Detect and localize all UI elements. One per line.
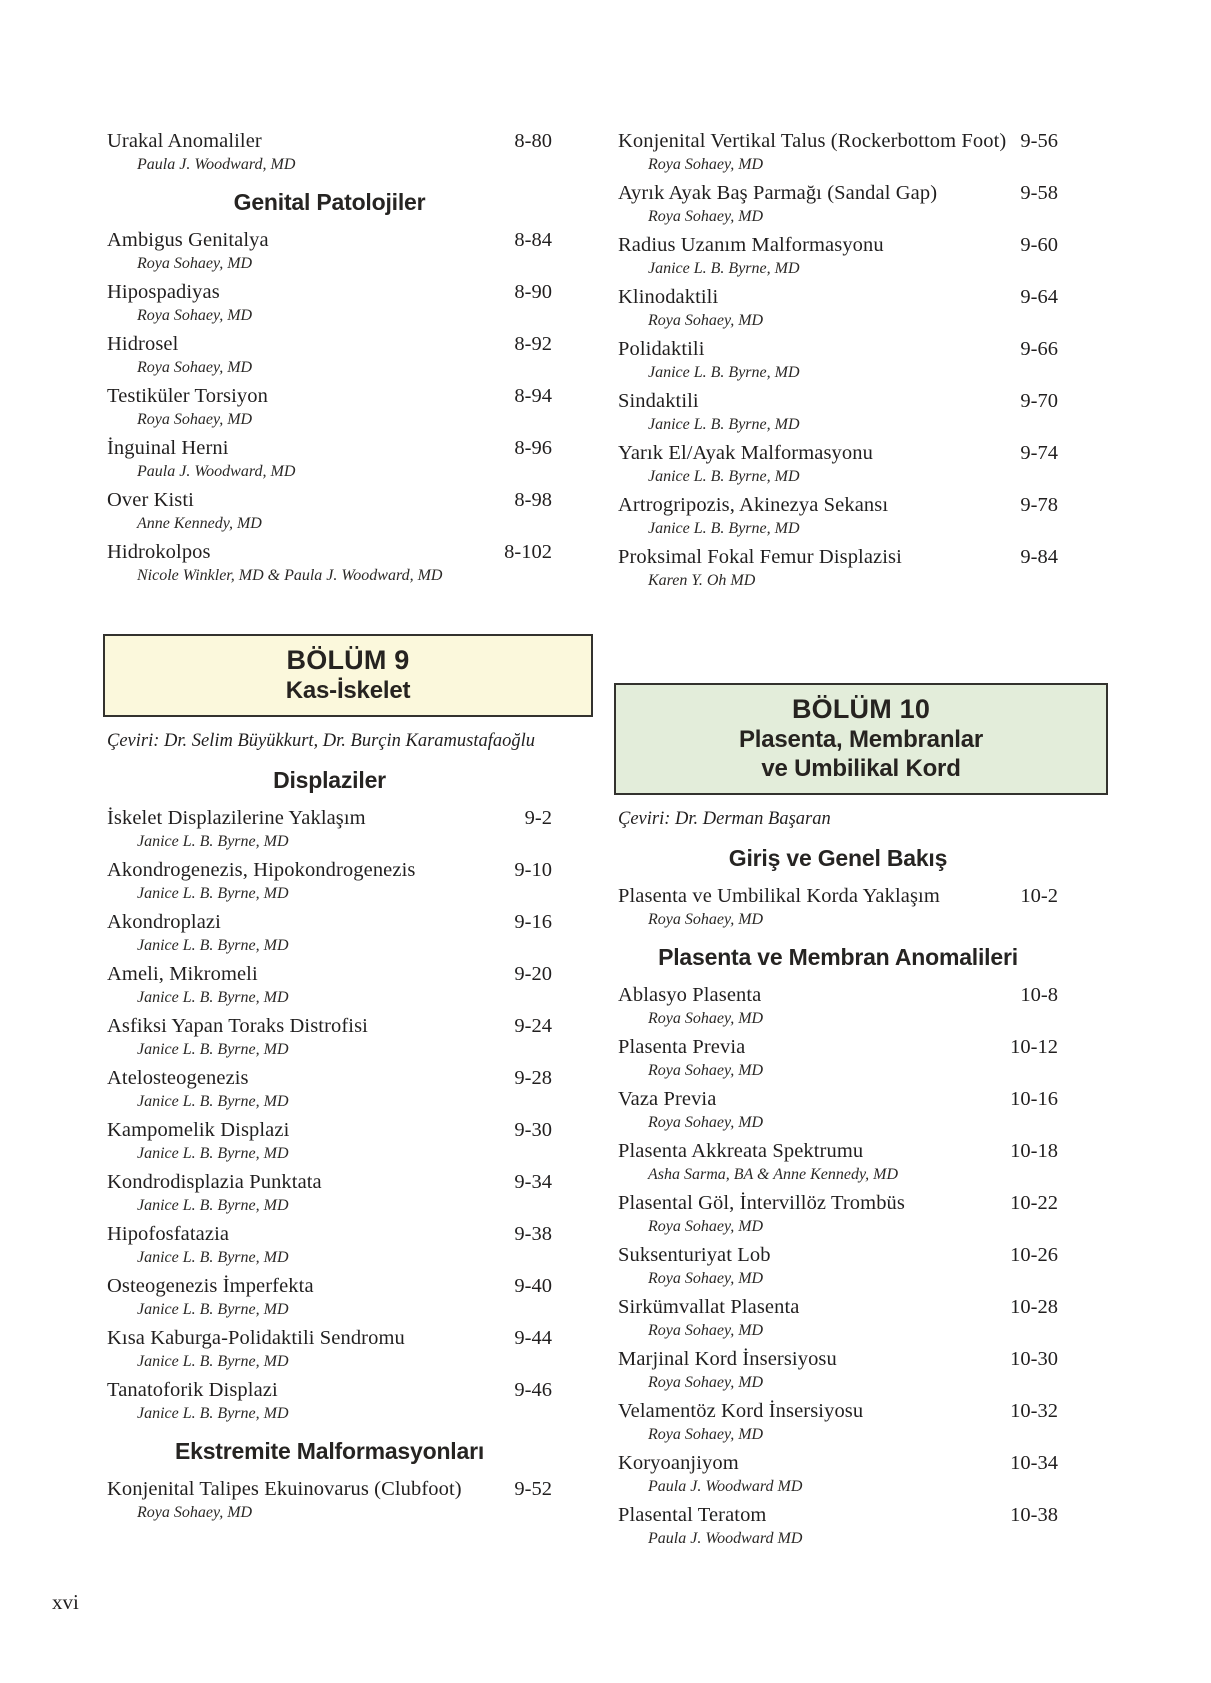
- toc-entry-title: Marjinal Kord İnsersiyosu: [618, 1348, 837, 1370]
- toc-entry-page-number: 9-64: [1020, 286, 1058, 308]
- toc-entry: [107, 539, 552, 586]
- toc-entry: [618, 1294, 1058, 1341]
- toc-entry-page-number: 9-24: [514, 1015, 552, 1037]
- toc-entry-title: Plasental Teratom: [618, 1504, 767, 1526]
- toc-entry: [107, 383, 552, 430]
- toc-entry-authors: Janice L. B. Byrne, MD: [137, 885, 289, 902]
- toc-entry-authors: Roya Sohaey, MD: [137, 255, 253, 272]
- toc-entry-page-number: 10-30: [1010, 1348, 1058, 1370]
- toc-entry: [618, 544, 1058, 591]
- chapter-box-title: BÖLÜM 10: [791, 694, 931, 724]
- toc-entry-title: Hipofosfatazia: [107, 1223, 230, 1245]
- toc-entry-authors: Roya Sohaey, MD: [137, 359, 253, 376]
- chapter-box-title: BÖLÜM 9: [286, 645, 410, 675]
- section-heading: Displaziler: [273, 767, 386, 793]
- toc-entry: [107, 1013, 552, 1060]
- toc-entry-authors: Roya Sohaey, MD: [648, 156, 764, 173]
- toc-entry-page-number: 9-16: [514, 911, 552, 933]
- toc-entry-page-number: 10-16: [1010, 1088, 1058, 1110]
- toc-entry-page-number: 10-2: [1020, 885, 1058, 907]
- toc-entry-title: Radius Uzanım Malformasyonu: [618, 234, 884, 256]
- toc-entry: [107, 857, 552, 904]
- toc-entry-title: Proksimal Fokal Femur Displazisi: [618, 546, 902, 568]
- toc-entry-page-number: 8-94: [514, 385, 552, 407]
- toc-entry-page-number: 9-52: [514, 1478, 552, 1500]
- toc-entry-title: Suksenturiyat Lob: [618, 1244, 771, 1266]
- chapter-box: [103, 634, 593, 717]
- toc-entry-title: Konjenital Talipes Ekuinovarus (Clubfoot): [107, 1478, 462, 1500]
- toc-entry-title: Konjenital Vertikal Talus (Rockerbottom Foot): [618, 130, 1007, 152]
- toc-entry-page-number: 9-2: [524, 807, 552, 829]
- toc-entry-page-number: 8-90: [514, 281, 552, 303]
- toc-entry-title: Sindaktili: [618, 390, 699, 412]
- toc-entry: [618, 1034, 1058, 1081]
- toc-entry: [107, 805, 552, 852]
- toc-entry-authors: Karen Y. Oh MD: [648, 572, 756, 589]
- toc-entry: [618, 982, 1058, 1029]
- toc-entry-title: Ablasyo Plasenta: [618, 984, 762, 1006]
- toc-entry: [618, 1086, 1058, 1133]
- toc-entry-authors: Paula J. Woodward, MD: [137, 463, 296, 480]
- section-heading: Plasenta ve Membran Anomalileri: [658, 944, 1018, 970]
- toc-entry: [107, 1169, 552, 1216]
- toc-entry-title: Kısa Kaburga-Polidaktili Sendromu: [107, 1327, 405, 1349]
- section-heading: Genital Patolojiler: [233, 189, 426, 215]
- toc-entry-title: Tanatoforik Displazi: [107, 1379, 278, 1401]
- toc-entry-authors: Janice L. B. Byrne, MD: [137, 1249, 289, 1266]
- toc-entry-title: Plasental Göl, İntervillöz Trombüs: [618, 1192, 905, 1214]
- toc-entry: [107, 435, 552, 482]
- toc-entry-authors: Janice L. B. Byrne, MD: [648, 520, 800, 537]
- toc-entry-authors: Janice L. B. Byrne, MD: [137, 833, 289, 850]
- toc-entry-page-number: 9-44: [514, 1327, 552, 1349]
- toc-entry: [618, 284, 1058, 331]
- toc-entry-authors: Janice L. B. Byrne, MD: [137, 1301, 289, 1318]
- toc-entry: [618, 128, 1058, 175]
- toc-entry-title: Testiküler Torsiyon: [107, 385, 268, 407]
- toc-entry-page-number: 8-84: [514, 229, 552, 251]
- toc-entry-title: İskelet Displazilerine Yaklaşım: [107, 807, 366, 829]
- toc-entry-title: Ameli, Mikromeli: [107, 963, 258, 985]
- toc-entry: [107, 1117, 552, 1164]
- toc-entry: [618, 388, 1058, 435]
- toc-entry-authors: Janice L. B. Byrne, MD: [648, 416, 800, 433]
- toc-entry: [107, 128, 552, 175]
- toc-column-right: [618, 128, 1058, 1554]
- toc-entry-title: Ayrık Ayak Baş Parmağı (Sandal Gap): [618, 182, 938, 204]
- toc-entry: [107, 1273, 552, 1320]
- toc-entry: [618, 1346, 1058, 1393]
- toc-entry-authors: Roya Sohaey, MD: [648, 1374, 764, 1391]
- toc-entry-authors: Janice L. B. Byrne, MD: [137, 1197, 289, 1214]
- toc-entry-page-number: 10-32: [1010, 1400, 1058, 1422]
- toc-column-left: [107, 128, 552, 1528]
- toc-entry-page-number: 9-10: [514, 859, 552, 881]
- toc-entry-authors: Paula J. Woodward MD: [648, 1478, 803, 1495]
- toc-entry-page-number: 10-22: [1010, 1192, 1058, 1214]
- toc-entry-authors: Paula J. Woodward MD: [648, 1530, 803, 1547]
- toc-entry-page-number: 8-80: [514, 130, 552, 152]
- toc-entry-page-number: 9-66: [1020, 338, 1058, 360]
- toc-entry-title: Yarık El/Ayak Malformasyonu: [618, 442, 873, 464]
- toc-entry: [107, 909, 552, 956]
- toc-entry-title: Koryoanjiyom: [618, 1452, 739, 1474]
- toc-entry-page-number: 9-34: [514, 1171, 552, 1193]
- toc-entry-title: İnguinal Herni: [107, 437, 229, 459]
- toc-entry-authors: Nicole Winkler, MD & Paula J. Woodward, MD: [137, 567, 443, 584]
- toc-entry-page-number: 9-58: [1020, 182, 1058, 204]
- toc-entry-page-number: 9-46: [514, 1379, 552, 1401]
- toc-entry-authors: Janice L. B. Byrne, MD: [137, 1093, 289, 1110]
- toc-entry-authors: Roya Sohaey, MD: [648, 1270, 764, 1287]
- toc-entry-page-number: 10-38: [1010, 1504, 1058, 1526]
- toc-entry-authors: Janice L. B. Byrne, MD: [648, 468, 800, 485]
- chapter-box-subtitle: Plasenta, Membranlar: [738, 726, 984, 753]
- toc-entry-authors: Roya Sohaey, MD: [137, 307, 253, 324]
- toc-entry: [618, 180, 1058, 227]
- toc-entry-title: Atelosteogenezis: [107, 1067, 249, 1089]
- toc-entry: [107, 1221, 552, 1268]
- toc-entry-page-number: 9-40: [514, 1275, 552, 1297]
- toc-entry-page-number: 8-96: [514, 437, 552, 459]
- toc-entry-title: Hipospadiyas: [107, 281, 220, 303]
- toc-entry-page-number: 8-102: [504, 541, 552, 563]
- toc-entry: [107, 331, 552, 378]
- toc-entry: [618, 1242, 1058, 1289]
- toc-entry-authors: Roya Sohaey, MD: [648, 1322, 764, 1339]
- toc-entry-page-number: 10-28: [1010, 1296, 1058, 1318]
- toc-entry-title: Hidrokolpos: [107, 541, 211, 563]
- toc-entry: [618, 1398, 1058, 1445]
- translator-credit: Çeviri: Dr. Selim Büyükkurt, Dr. Burçin Karamustafaoğlu: [107, 731, 536, 751]
- toc-entry-title: Kampomelik Displazi: [107, 1119, 290, 1141]
- toc-entry-title: Over Kisti: [107, 489, 194, 511]
- toc-entry: [618, 1138, 1058, 1185]
- chapter-box: [614, 683, 1108, 795]
- toc-entry-authors: Janice L. B. Byrne, MD: [648, 364, 800, 381]
- toc-entry-authors: Janice L. B. Byrne, MD: [137, 1353, 289, 1370]
- toc-entry-authors: Roya Sohaey, MD: [648, 1426, 764, 1443]
- chapter-box-subtitle: ve Umbilikal Kord: [761, 755, 961, 782]
- toc-entry-title: Plasenta Previa: [618, 1036, 746, 1058]
- toc-entry-page-number: 10-12: [1010, 1036, 1058, 1058]
- section-heading: Giriş ve Genel Bakış: [728, 845, 948, 871]
- toc-entry-authors: Roya Sohaey, MD: [648, 1114, 764, 1131]
- toc-entry-page-number: 10-26: [1010, 1244, 1058, 1266]
- toc-entry: [618, 883, 1058, 930]
- toc-entry-authors: Roya Sohaey, MD: [648, 1062, 764, 1079]
- toc-entry: [618, 440, 1058, 487]
- toc-entry-page-number: 10-8: [1020, 984, 1058, 1006]
- toc-entry-page-number: 10-34: [1010, 1452, 1058, 1474]
- toc-entry-title: Akondroplazi: [107, 911, 221, 933]
- toc-entry: [107, 279, 552, 326]
- translator-credit: Çeviri: Dr. Derman Başaran: [618, 809, 831, 829]
- toc-entry-authors: Roya Sohaey, MD: [648, 312, 764, 329]
- toc-entry-page-number: 9-20: [514, 963, 552, 985]
- toc-entry: [107, 487, 552, 534]
- toc-entry-title: Asfiksi Yapan Toraks Distrofisi: [107, 1015, 368, 1037]
- toc-entry: [618, 1190, 1058, 1237]
- toc-entry-authors: Janice L. B. Byrne, MD: [648, 260, 800, 277]
- toc-entry-page-number: 8-92: [514, 333, 552, 355]
- toc-entry-authors: Roya Sohaey, MD: [648, 1010, 764, 1027]
- toc-entry-authors: Roya Sohaey, MD: [137, 1504, 253, 1521]
- toc-entry-title: Osteogenezis İmperfekta: [107, 1275, 314, 1297]
- toc-entry-authors: Roya Sohaey, MD: [137, 411, 253, 428]
- toc-entry-page-number: 9-28: [514, 1067, 552, 1089]
- toc-entry-authors: Janice L. B. Byrne, MD: [137, 937, 289, 954]
- toc-entry-page-number: 9-70: [1020, 390, 1058, 412]
- toc-entry-title: Hidrosel: [107, 333, 179, 355]
- chapter-box-subtitle: Kas-İskelet: [285, 677, 411, 704]
- toc-entry-title: Artrogripozis, Akinezya Sekansı: [618, 494, 889, 516]
- toc-entry-title: Plasenta Akkreata Spektrumu: [618, 1140, 864, 1162]
- toc-entry: [107, 1065, 552, 1112]
- toc-entry-authors: Roya Sohaey, MD: [648, 1218, 764, 1235]
- toc-entry-title: Velamentöz Kord İnsersiyosu: [618, 1400, 864, 1422]
- toc-entry-page-number: 9-78: [1020, 494, 1058, 516]
- toc-entry-page-number: 9-60: [1020, 234, 1058, 256]
- toc-entry-page-number: 8-98: [514, 489, 552, 511]
- toc-entry-authors: Anne Kennedy, MD: [137, 515, 262, 532]
- toc-entry-page-number: 9-56: [1020, 130, 1058, 152]
- toc-entry: [618, 336, 1058, 383]
- toc-entry-title: Plasenta ve Umbilikal Korda Yaklaşım: [618, 885, 940, 907]
- toc-entry-page-number: 9-74: [1020, 442, 1058, 464]
- toc-entry-title: Urakal Anomaliler: [107, 130, 262, 152]
- toc-entry: [618, 1450, 1058, 1497]
- toc-entry-authors: Janice L. B. Byrne, MD: [137, 989, 289, 1006]
- toc-entry-page-number: 10-18: [1010, 1140, 1058, 1162]
- toc-entry-title: Vaza Previa: [618, 1088, 717, 1110]
- toc-entry-page-number: 9-84: [1020, 546, 1058, 568]
- toc-entry-page-number: 9-30: [514, 1119, 552, 1141]
- toc-entry-title: Ambigus Genitalya: [107, 229, 269, 251]
- toc-entry-page-number: 9-38: [514, 1223, 552, 1245]
- toc-entry: [618, 232, 1058, 279]
- toc-entry-authors: Janice L. B. Byrne, MD: [137, 1041, 289, 1058]
- toc-entry-authors: Asha Sarma, BA & Anne Kennedy, MD: [648, 1166, 899, 1183]
- toc-entry-authors: Janice L. B. Byrne, MD: [137, 1145, 289, 1162]
- toc-entry-authors: Roya Sohaey, MD: [648, 208, 764, 225]
- page-number: xvi: [52, 1590, 79, 1614]
- toc-entry-authors: Roya Sohaey, MD: [648, 911, 764, 928]
- toc-entry: [107, 1476, 552, 1523]
- toc-entry-authors: Paula J. Woodward, MD: [137, 156, 296, 173]
- toc-entry-title: Akondrogenezis, Hipokondrogenezis: [107, 859, 416, 881]
- toc-entry-title: Klinodaktili: [618, 286, 719, 308]
- toc-entry: [107, 227, 552, 274]
- toc-entry: [618, 492, 1058, 539]
- toc-entry: [107, 1377, 552, 1424]
- toc-entry-title: Polidaktili: [618, 338, 705, 360]
- toc-entry-title: Kondrodisplazia Punktata: [107, 1171, 322, 1193]
- section-heading: Ekstremite Malformasyonları: [174, 1438, 485, 1464]
- toc-entry-authors: Janice L. B. Byrne, MD: [137, 1405, 289, 1422]
- toc-entry: [107, 1325, 552, 1372]
- toc-entry: [107, 961, 552, 1008]
- toc-entry-title: Sirkümvallat Plasenta: [618, 1296, 800, 1318]
- toc-entry: [618, 1502, 1058, 1549]
